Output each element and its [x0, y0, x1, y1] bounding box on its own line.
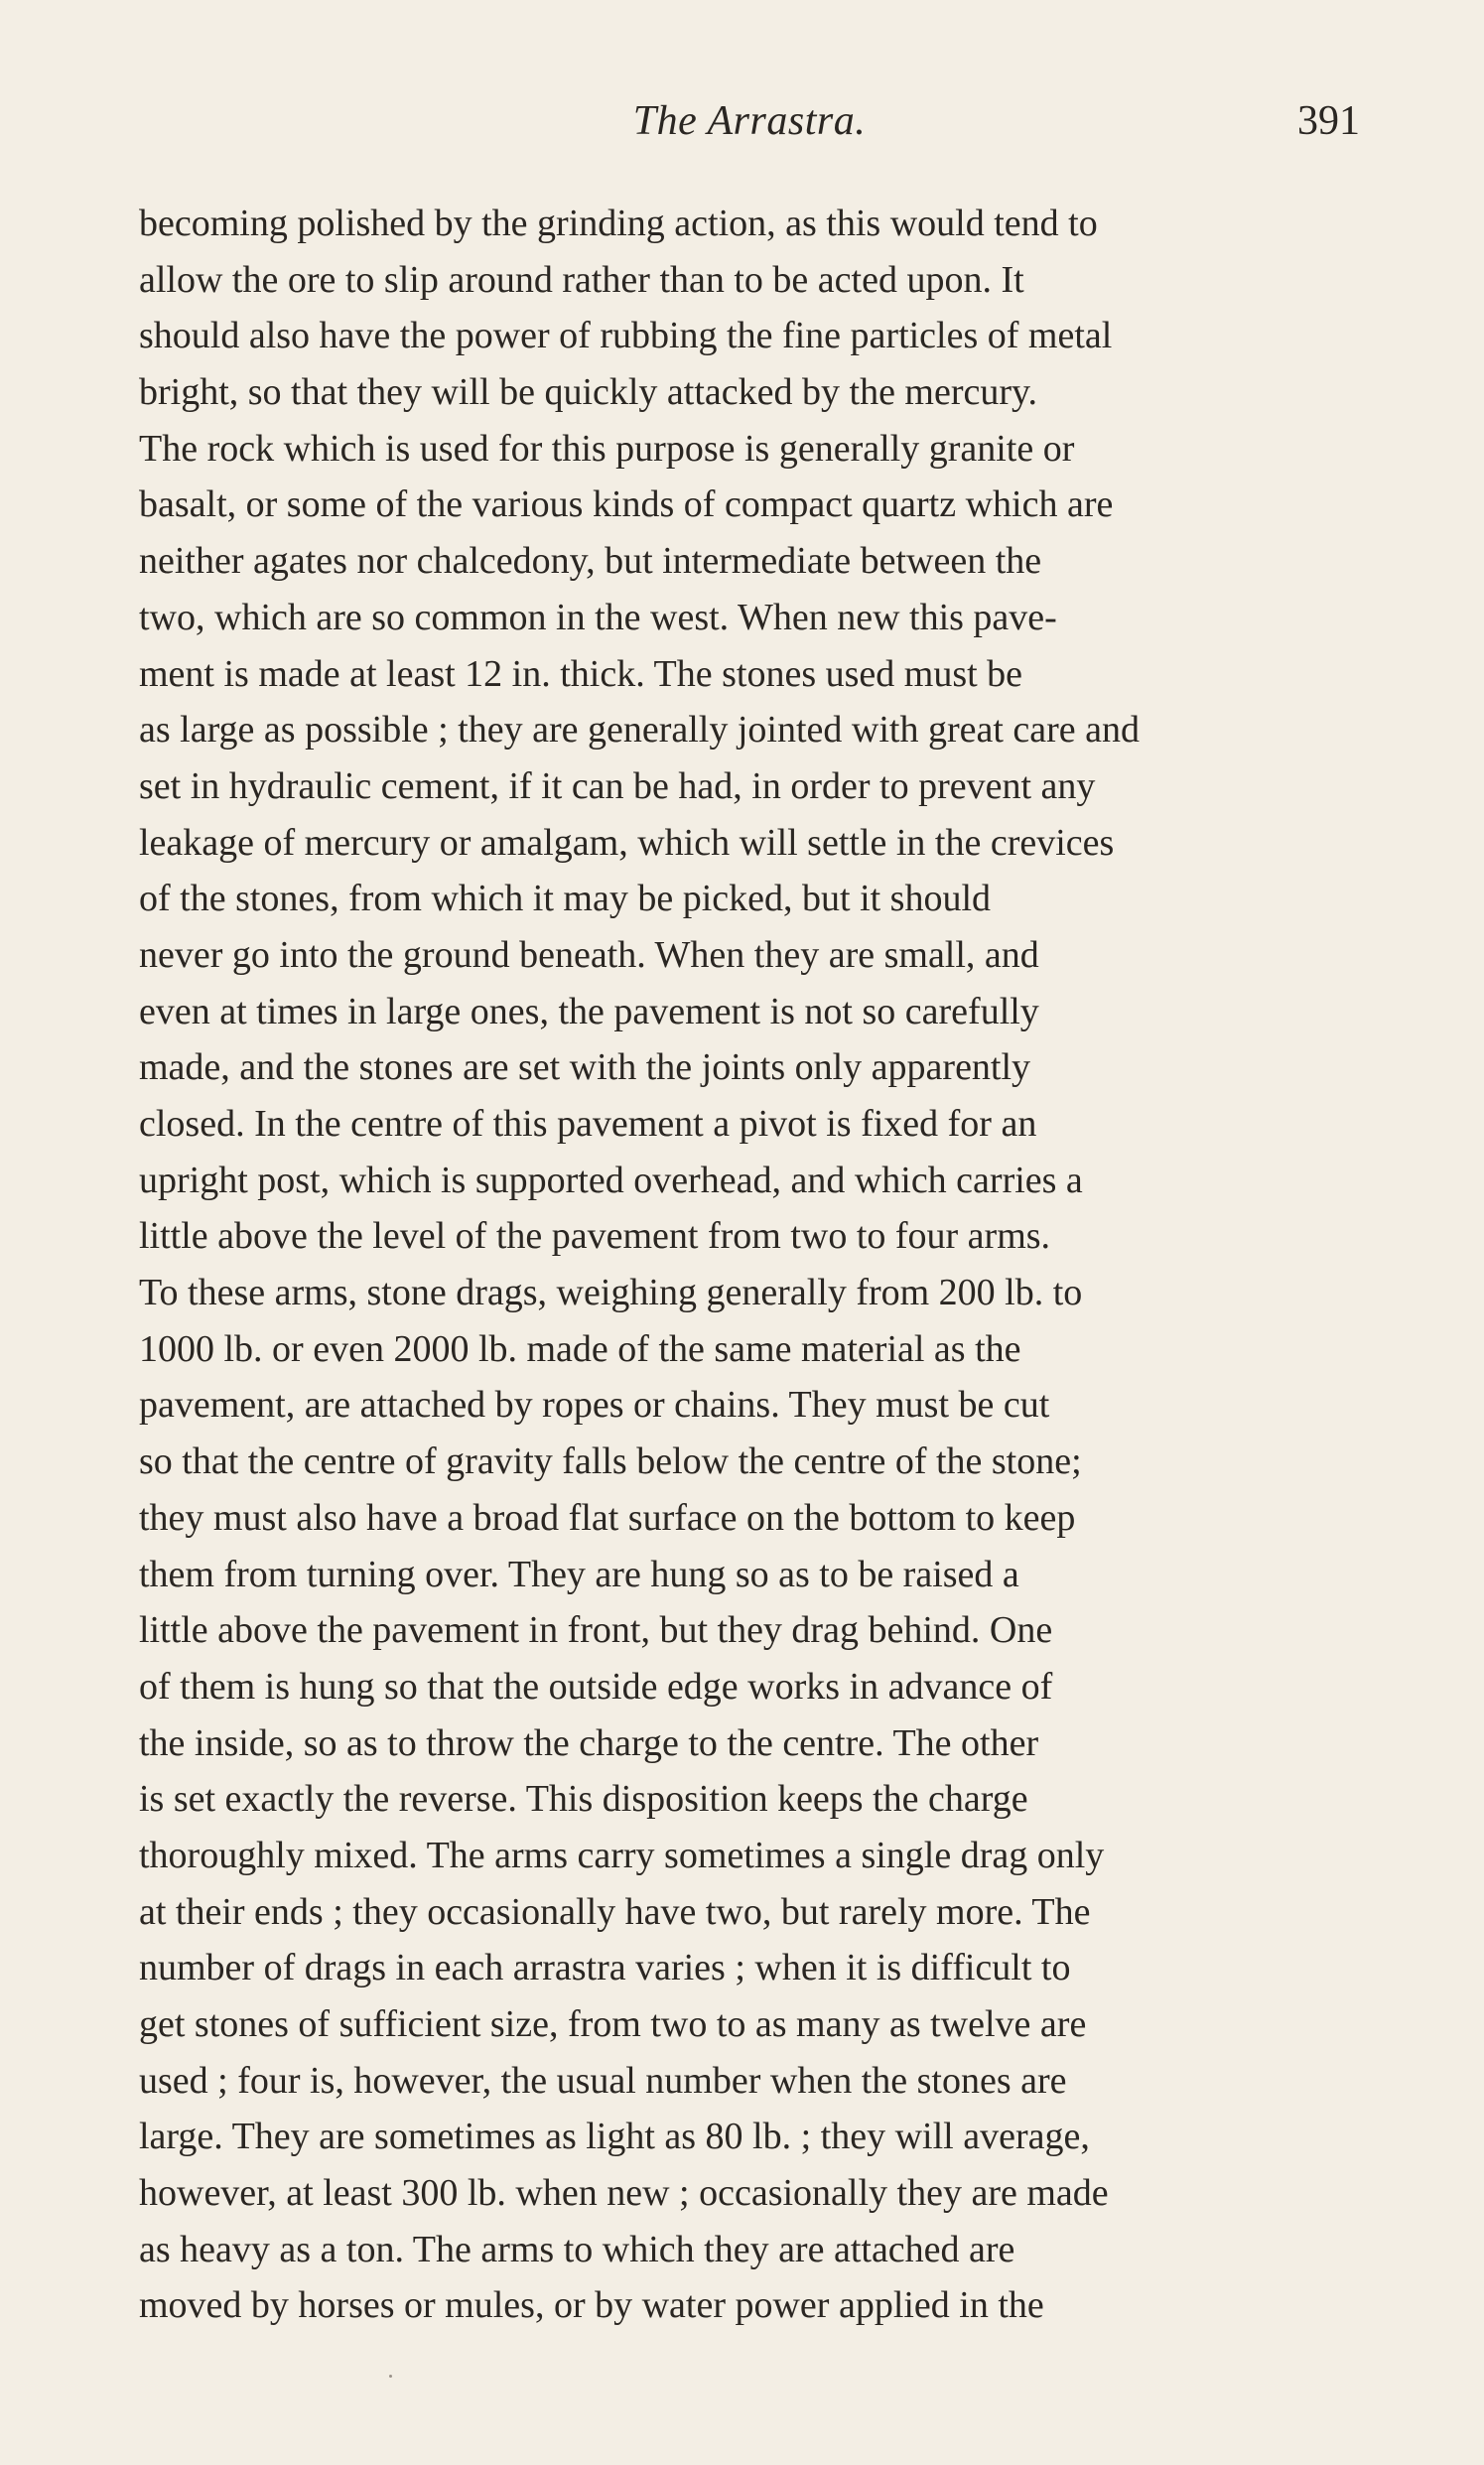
text-line: should also have the power of rubbing the fine particles of metal	[139, 315, 1113, 357]
text-line: them from turning over. They are hung so as to be raised a	[139, 1553, 1019, 1595]
text-line: the inside, so as to throw the charge to the centre. The other	[139, 1721, 1039, 1764]
text-line: thoroughly mixed. The arms carry sometimes a single drag only	[139, 1834, 1105, 1876]
text-line: allow the ore to slip around rather than to be acted upon. It	[139, 258, 1024, 301]
text-line: however, at least 300 lb. when new ; occasionally they are made	[139, 2172, 1109, 2215]
text-line: 1000 lb. or even 2000 lb. made of the same material as the	[139, 1327, 1021, 1370]
text-line: becoming polished by the grinding action, as this would tend to	[139, 203, 1098, 244]
text-line: even at times in large ones, the pavement is not so carefully	[139, 990, 1039, 1032]
text-line: upright post, which is supported overhead, and which carries a	[139, 1159, 1083, 1201]
text-line: as heavy as a ton. The arms to which they are attached are	[139, 2228, 1015, 2270]
page-header	[139, 97, 1360, 157]
ink-speck	[389, 2375, 392, 2378]
text-line: little above the pavement in front, but they drag behind. One	[139, 1609, 1053, 1652]
text-line: moved by horses or mules, or by water power applied in the	[139, 2284, 1044, 2327]
text-line: number of drags in each arrastra varies ; when it is difficult to	[139, 1947, 1071, 1989]
text-line: neither agates nor chalcedony, but intermediate between the	[139, 540, 1042, 583]
text-line: at their ends ; they occasionally have two, but rarely more. The	[139, 1890, 1091, 1933]
text-line: little above the level of the pavement from two to four arms.	[139, 1215, 1051, 1258]
text-line: large. They are sometimes as light as 80 lb. ; they will average,	[139, 2116, 1090, 2158]
text-line: as large as possible ; they are generally jointed with great care and	[139, 709, 1141, 752]
text-line: To these arms, stone drags, weighing generally from 200 lb. to	[139, 1272, 1083, 1314]
text-line: is set exactly the reverse. This disposition keeps the charge	[139, 1778, 1028, 1821]
text-line: closed. In the centre of this pavement a pivot is fixed for an	[139, 1103, 1037, 1145]
text-line: of them is hung so that the outside edge works in advance of	[139, 1665, 1053, 1708]
text-line: basalt, or some of the various kinds of compact quartz which are	[139, 483, 1114, 526]
text-line: made, and the stones are set with the joints only apparently	[139, 1046, 1031, 1089]
text-line: used ; four is, however, the usual number when the stones are	[139, 2059, 1067, 2102]
text-line: ment is made at least 12 in. thick. The stones used must be	[139, 652, 1023, 695]
text-line: two, which are so common in the west. When new this pave-	[139, 596, 1057, 638]
text-line: never go into the ground beneath. When they are small, and	[139, 933, 1039, 976]
body-paragraph	[139, 196, 1360, 2334]
text-line: so that the centre of gravity falls below the centre of the stone;	[139, 1440, 1082, 1483]
text-line: leakage of mercury or amalgam, which will settle in the crevices	[139, 821, 1115, 864]
text-line: bright, so that they will be quickly attacked by the mercury.	[139, 371, 1038, 414]
text-line: pavement, are attached by ropes or chains. They must be cut	[139, 1384, 1050, 1427]
text-line: The rock which is used for this purpose is generally granite or	[139, 427, 1075, 470]
running-title: The Arrastra.	[632, 98, 867, 144]
text-line: set in hydraulic cement, if it can be had, in order to prevent any	[139, 764, 1096, 807]
page-number: 391	[1297, 98, 1360, 144]
text-line: get stones of sufficient size, from two to as many as twelve are	[139, 2003, 1087, 2045]
text-line: of the stones, from which it may be picked, but it should	[139, 878, 992, 920]
text-line: they must also have a broad flat surface on the bottom to keep	[139, 1496, 1076, 1539]
